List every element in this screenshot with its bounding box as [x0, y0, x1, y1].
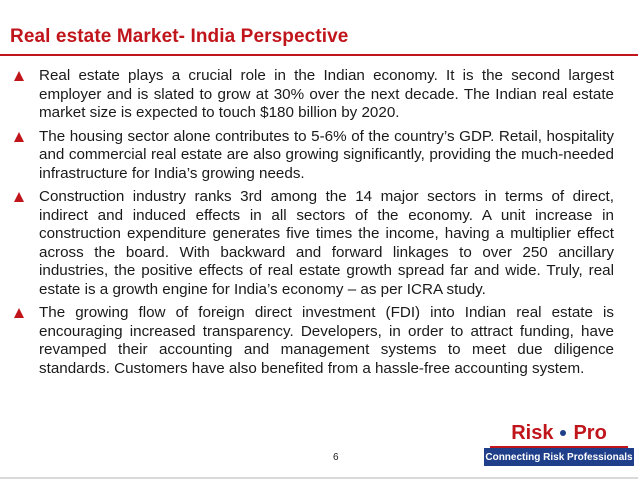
title-underline: [0, 54, 638, 56]
triangle-bullet-icon: [14, 192, 24, 202]
bullet-text: The growing flow of foreign direct investment (FDI) into Indian real estate is encouraging increased transparency. Developers, in order to attract funding, have revamped their accounting and management systems to meet due diligence standards. Customers have also benefited from a hassle-free accounting system.: [39, 304, 614, 377]
bullet-list: [14, 67, 614, 383]
logo-tagline: Connecting Risk Professionals: [485, 451, 633, 463]
bullet-text: Construction industry ranks 3rd among the 14 major sectors in terms of direct, indirect and induced effects in all sectors of the economy. A unit increase in construction expenditure generates five times the income, having a multiplier effect across the board. With backward and forward linkages to over 250 ancillary industries, the positive effects of real estate growth spread far and wide. Truly, real estate is a growth engine for India’s economy – as per ICRA study.: [39, 188, 614, 298]
bullet-item: [14, 67, 614, 123]
logo-word-pro: Pro: [573, 421, 607, 444]
triangle-bullet-icon: [14, 132, 24, 142]
triangle-bullet-icon: [14, 308, 24, 318]
bullet-item: [14, 188, 614, 299]
riskpro-logo: [484, 420, 634, 466]
bullet-text: Real estate plays a crucial role in the Indian economy. It is the second largest employer and is slated to grow at 30% over the next decade. The Indian real estate market size is expected to touch $180 billion by 2020.: [39, 67, 614, 121]
bullet-text: The housing sector alone contributes to 5-6% of the country’s GDP. Retail, hospitality and commercial real estate are also growing significantly, providing the much-needed infrastructure for India’s growing needs.: [39, 127, 614, 182]
logo-word-risk: Risk: [511, 421, 554, 444]
slide-title: Real estate Market- India Perspective: [10, 26, 349, 47]
logo-tagline-bar: [484, 448, 634, 466]
triangle-bullet-icon: [14, 71, 24, 81]
page-number: 6: [333, 452, 339, 463]
bullet-item: [14, 304, 614, 378]
logo-wordmark: [490, 420, 628, 448]
bullet-item: [14, 128, 614, 184]
logo-dot-icon: [560, 430, 566, 436]
